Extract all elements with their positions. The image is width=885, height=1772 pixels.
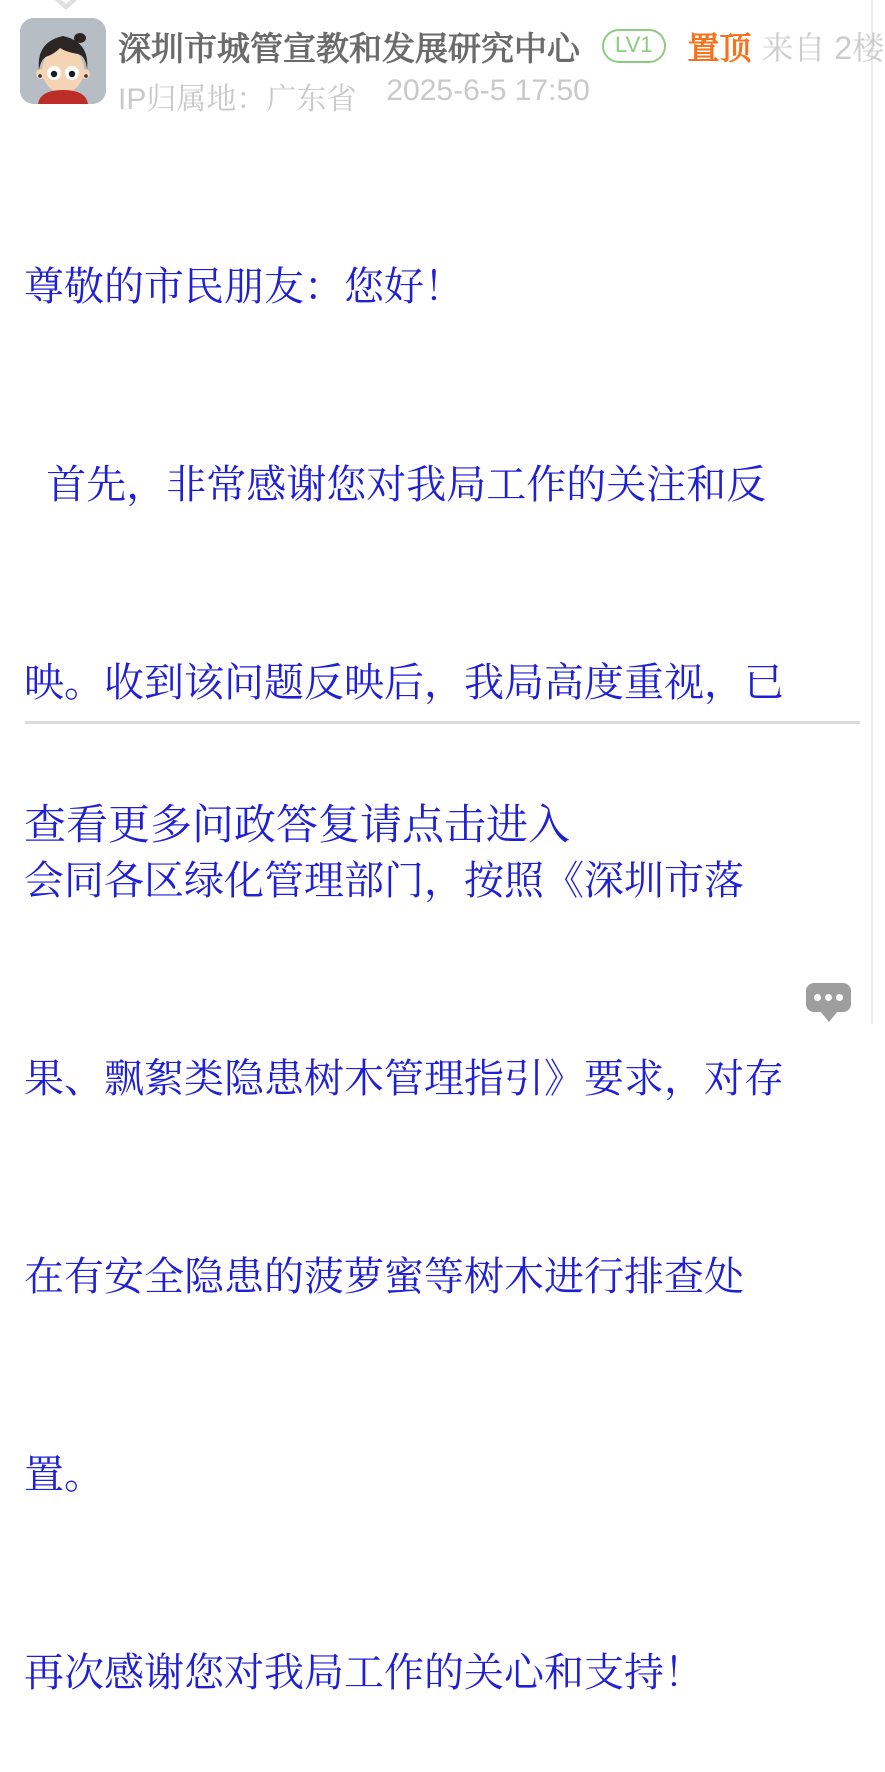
post-body [24,122,784,1772]
level-badge: LV1 [602,29,666,63]
chevron-down-icon[interactable] [46,0,86,12]
more-replies-link[interactable]: 查看更多问政答复请点击进入 [24,801,571,848]
content-right-border [871,0,873,1024]
floor-label: 来自 2楼 [761,30,885,66]
timestamp: 2025-6-5 17:50 [386,74,590,107]
username[interactable]: 深圳市城管宣教和发展研究中心 [118,29,580,67]
ip-location: IP归属地：广东省 [118,83,357,116]
body-line: 尊敬的市民朋友：您好！ [24,265,464,309]
body-line: 果、飘絮类隐患树木管理指引》要求，对存 [24,1057,784,1101]
post-meta-row [118,74,590,118]
body-line: 会同各区绿化管理部门，按照《深圳市落 [24,859,744,903]
body-line: 首先，非常感谢您对我局工作的关注和反 [24,463,767,507]
post-author-row [118,26,885,67]
body-line: 置。 [24,1453,104,1497]
body-line: 在有安全隐患的菠萝蜜等树木进行排查处 [24,1255,744,1299]
body-line: 再次感谢您对我局工作的关心和支持！ [24,1651,704,1695]
comment-dot [836,994,843,1001]
body-line: 映。收到该问题反映后，我局高度重视，已 [24,661,784,705]
divider [25,721,860,724]
pinned-tag: 置顶 [687,30,752,66]
avatar-cartoon-boy [20,18,106,104]
avatar[interactable] [20,18,106,104]
comment-bubble-icon[interactable] [806,983,851,1012]
comment-dot [825,994,832,1001]
comment-dot [814,994,821,1001]
